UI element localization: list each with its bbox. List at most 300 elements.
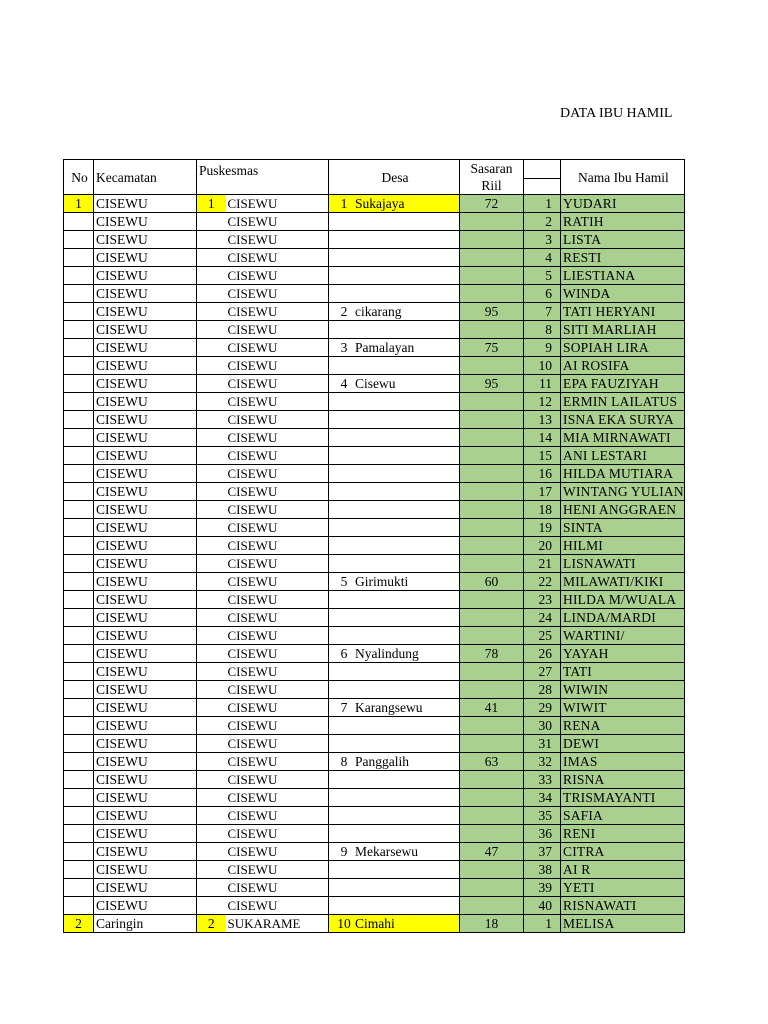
cell-nama-ibu-hamil: LISNAWATI: [561, 555, 685, 573]
cell-index: 11: [524, 375, 561, 393]
table-row: [64, 879, 685, 897]
cell-no: [64, 735, 94, 753]
cell-desa: [329, 447, 460, 465]
cell-puskesmas-number: [197, 357, 226, 375]
cell-puskesmas-number: [197, 393, 226, 411]
cell-index: 1: [524, 195, 561, 213]
cell-puskesmas-number: [197, 663, 226, 681]
cell-kecamatan: CISEWU: [94, 501, 197, 519]
cell-sasaran-riil: [460, 717, 524, 735]
cell-index: 39: [524, 879, 561, 897]
cell-puskesmas: CISEWU: [226, 681, 329, 699]
cell-nama-ibu-hamil: LINDA/MARDI: [561, 609, 685, 627]
header-blank: [524, 160, 561, 195]
cell-kecamatan: CISEWU: [94, 465, 197, 483]
cell-sasaran-riil: [460, 807, 524, 825]
cell-nama-ibu-hamil: CITRA: [561, 843, 685, 861]
cell-kecamatan: CISEWU: [94, 267, 197, 285]
cell-index: 18: [524, 501, 561, 519]
cell-desa: [329, 807, 460, 825]
desa-name: Mekarsewu: [355, 844, 418, 859]
cell-puskesmas: CISEWU: [226, 231, 329, 249]
cell-no: [64, 231, 94, 249]
cell-nama-ibu-hamil: HILDA M/WUALA: [561, 591, 685, 609]
cell-nama-ibu-hamil: LIESTIANA: [561, 267, 685, 285]
cell-desa: [329, 591, 460, 609]
cell-puskesmas: CISEWU: [226, 663, 329, 681]
cell-no: [64, 897, 94, 915]
cell-nama-ibu-hamil: HILMI: [561, 537, 685, 555]
cell-index: 38: [524, 861, 561, 879]
cell-index: 16: [524, 465, 561, 483]
desa-name: Girimukti: [355, 574, 409, 589]
cell-nama-ibu-hamil: ERMIN LAILATUS: [561, 393, 685, 411]
cell-no: [64, 213, 94, 231]
cell-index: 3: [524, 231, 561, 249]
cell-desa: [329, 285, 460, 303]
cell-index: 4: [524, 249, 561, 267]
table-row: [64, 555, 685, 573]
cell-puskesmas: CISEWU: [226, 861, 329, 879]
cell-puskesmas-number: [197, 681, 226, 699]
cell-nama-ibu-hamil: ANI LESTARI: [561, 447, 685, 465]
cell-no: [64, 807, 94, 825]
cell-desa: [329, 699, 460, 717]
cell-no: [64, 717, 94, 735]
table-row: [64, 699, 685, 717]
cell-index: 24: [524, 609, 561, 627]
cell-puskesmas: CISEWU: [226, 303, 329, 321]
desa-name: Cisewu: [355, 376, 396, 391]
desa-number: 5: [340, 574, 348, 589]
table-row: [64, 825, 685, 843]
cell-nama-ibu-hamil: TRISMAYANTI: [561, 789, 685, 807]
cell-nama-ibu-hamil: YUDARI: [561, 195, 685, 213]
table-row: [64, 213, 685, 231]
cell-puskesmas-number: [197, 537, 226, 555]
cell-puskesmas-number: [197, 573, 226, 591]
cell-no: [64, 645, 94, 663]
cell-kecamatan: CISEWU: [94, 537, 197, 555]
cell-no: [64, 339, 94, 357]
cell-puskesmas: CISEWU: [226, 789, 329, 807]
cell-desa: [329, 735, 460, 753]
cell-index: 25: [524, 627, 561, 645]
cell-sasaran-riil: 60: [460, 573, 524, 591]
cell-nama-ibu-hamil: ISNA EKA SURYA: [561, 411, 685, 429]
cell-nama-ibu-hamil: TATI HERYANI: [561, 303, 685, 321]
cell-index: 8: [524, 321, 561, 339]
cell-kecamatan: CISEWU: [94, 771, 197, 789]
cell-sasaran-riil: 18: [460, 915, 524, 933]
cell-desa: [329, 771, 460, 789]
table-row: [64, 501, 685, 519]
cell-index: 19: [524, 519, 561, 537]
cell-sasaran-riil: [460, 447, 524, 465]
table-row: [64, 375, 685, 393]
cell-index: 5: [524, 267, 561, 285]
cell-no: [64, 519, 94, 537]
cell-nama-ibu-hamil: TATI: [561, 663, 685, 681]
cell-nama-ibu-hamil: YETI: [561, 879, 685, 897]
cell-sasaran-riil: [460, 357, 524, 375]
cell-index: 12: [524, 393, 561, 411]
cell-no: [64, 357, 94, 375]
cell-index: 27: [524, 663, 561, 681]
table-row: [64, 771, 685, 789]
cell-sasaran-riil: [460, 267, 524, 285]
cell-index: 29: [524, 699, 561, 717]
cell-no: [64, 267, 94, 285]
cell-desa: [329, 645, 460, 663]
cell-desa: [329, 483, 460, 501]
cell-index: 20: [524, 537, 561, 555]
table-row: [64, 861, 685, 879]
cell-nama-ibu-hamil: WINTANG YULIAN: [561, 483, 685, 501]
cell-puskesmas-number: [197, 213, 226, 231]
cell-sasaran-riil: [460, 555, 524, 573]
desa-name: Nyalindung: [355, 646, 419, 661]
cell-nama-ibu-hamil: AI ROSIFA: [561, 357, 685, 375]
cell-sasaran-riil: [460, 321, 524, 339]
cell-desa: [329, 537, 460, 555]
cell-index: 22: [524, 573, 561, 591]
cell-nama-ibu-hamil: WIWIN: [561, 681, 685, 699]
cell-desa: [329, 843, 460, 861]
cell-kecamatan: CISEWU: [94, 429, 197, 447]
cell-no: [64, 555, 94, 573]
cell-puskesmas: CISEWU: [226, 249, 329, 267]
table-row: [64, 231, 685, 249]
cell-sasaran-riil: [460, 825, 524, 843]
cell-sasaran-riil: [460, 231, 524, 249]
cell-sasaran-riil: [460, 285, 524, 303]
cell-puskesmas: CISEWU: [226, 591, 329, 609]
table-row: [64, 411, 685, 429]
cell-desa: [329, 195, 460, 213]
cell-index: 15: [524, 447, 561, 465]
cell-no: 2: [64, 915, 94, 933]
cell-sasaran-riil: [460, 537, 524, 555]
cell-index: 2: [524, 213, 561, 231]
cell-no: [64, 609, 94, 627]
desa-name: Karangsewu: [355, 700, 423, 715]
cell-sasaran-riil: [460, 465, 524, 483]
cell-puskesmas-number: [197, 753, 226, 771]
cell-puskesmas: CISEWU: [226, 879, 329, 897]
table-row: [64, 393, 685, 411]
cell-nama-ibu-hamil: SOPIAH LIRA: [561, 339, 685, 357]
cell-desa: [329, 429, 460, 447]
cell-kecamatan: CISEWU: [94, 645, 197, 663]
cell-puskesmas-number: [197, 519, 226, 537]
cell-puskesmas: CISEWU: [226, 573, 329, 591]
cell-kecamatan: CISEWU: [94, 303, 197, 321]
cell-nama-ibu-hamil: YAYAH: [561, 645, 685, 663]
cell-puskesmas-number: [197, 411, 226, 429]
cell-puskesmas: CISEWU: [226, 807, 329, 825]
cell-no: [64, 663, 94, 681]
cell-puskesmas: CISEWU: [226, 195, 329, 213]
cell-desa: [329, 915, 460, 933]
cell-puskesmas-number: [197, 699, 226, 717]
cell-kecamatan: CISEWU: [94, 897, 197, 915]
cell-nama-ibu-hamil: RATIH: [561, 213, 685, 231]
cell-index: 17: [524, 483, 561, 501]
cell-nama-ibu-hamil: WARTINI/: [561, 627, 685, 645]
cell-kecamatan: CISEWU: [94, 285, 197, 303]
cell-desa: [329, 789, 460, 807]
cell-no: [64, 591, 94, 609]
cell-kecamatan: CISEWU: [94, 861, 197, 879]
cell-kecamatan: CISEWU: [94, 483, 197, 501]
cell-desa: [329, 627, 460, 645]
cell-puskesmas: CISEWU: [226, 501, 329, 519]
table-row: [64, 195, 685, 213]
cell-desa: [329, 519, 460, 537]
cell-nama-ibu-hamil: SINTA: [561, 519, 685, 537]
cell-nama-ibu-hamil: SITI MARLIAH: [561, 321, 685, 339]
cell-index: 14: [524, 429, 561, 447]
cell-nama-ibu-hamil: WINDA: [561, 285, 685, 303]
cell-desa: [329, 375, 460, 393]
cell-sasaran-riil: [460, 735, 524, 753]
cell-kecamatan: CISEWU: [94, 807, 197, 825]
cell-puskesmas-number: [197, 717, 226, 735]
cell-index: 23: [524, 591, 561, 609]
cell-index: 37: [524, 843, 561, 861]
cell-puskesmas-number: [197, 555, 226, 573]
table-row: [64, 483, 685, 501]
cell-puskesmas-number: [197, 465, 226, 483]
cell-puskesmas-number: [197, 735, 226, 753]
cell-nama-ibu-hamil: LISTA: [561, 231, 685, 249]
cell-puskesmas-number: [197, 285, 226, 303]
table-row: [64, 843, 685, 861]
cell-index: 34: [524, 789, 561, 807]
cell-kecamatan: CISEWU: [94, 591, 197, 609]
cell-puskesmas: CISEWU: [226, 429, 329, 447]
cell-sasaran-riil: [460, 789, 524, 807]
cell-nama-ibu-hamil: RESTI: [561, 249, 685, 267]
cell-index: 35: [524, 807, 561, 825]
cell-desa: [329, 753, 460, 771]
cell-index: 31: [524, 735, 561, 753]
desa-name: Panggalih: [355, 754, 409, 769]
cell-kecamatan: CISEWU: [94, 609, 197, 627]
cell-no: 1: [64, 195, 94, 213]
table-row: [64, 519, 685, 537]
desa-number: 4: [340, 376, 348, 391]
desa-number: 10: [337, 916, 351, 931]
cell-no: [64, 321, 94, 339]
cell-sasaran-riil: [460, 519, 524, 537]
cell-puskesmas-number: [197, 429, 226, 447]
desa-name: Sukajaya: [355, 196, 405, 211]
cell-sasaran-riil: 47: [460, 843, 524, 861]
cell-sasaran-riil: [460, 627, 524, 645]
cell-index: 40: [524, 897, 561, 915]
desa-number: 6: [340, 646, 348, 661]
cell-kecamatan: CISEWU: [94, 231, 197, 249]
cell-kecamatan: CISEWU: [94, 411, 197, 429]
cell-puskesmas-number: [197, 807, 226, 825]
desa-number: 9: [340, 844, 348, 859]
cell-kecamatan: CISEWU: [94, 393, 197, 411]
cell-desa: [329, 555, 460, 573]
table-row: [64, 303, 685, 321]
desa-name: Pamalayan: [355, 340, 415, 355]
cell-sasaran-riil: [460, 213, 524, 231]
header-nama-ibu-hamil: Nama Ibu Hamil: [561, 160, 685, 195]
cell-nama-ibu-hamil: RENA: [561, 717, 685, 735]
cell-puskesmas-number: [197, 321, 226, 339]
cell-desa: [329, 249, 460, 267]
cell-no: [64, 771, 94, 789]
cell-no: [64, 537, 94, 555]
cell-sasaran-riil: 72: [460, 195, 524, 213]
table-row: [64, 681, 685, 699]
cell-kecamatan: CISEWU: [94, 627, 197, 645]
desa-number: 2: [340, 304, 348, 319]
cell-kecamatan: CISEWU: [94, 213, 197, 231]
cell-kecamatan: CISEWU: [94, 195, 197, 213]
cell-sasaran-riil: [460, 249, 524, 267]
cell-puskesmas-number: [197, 627, 226, 645]
header-desa: Desa: [329, 160, 460, 195]
cell-desa: [329, 411, 460, 429]
cell-kecamatan: CISEWU: [94, 573, 197, 591]
cell-puskesmas: CISEWU: [226, 771, 329, 789]
cell-sasaran-riil: 41: [460, 699, 524, 717]
cell-kecamatan: CISEWU: [94, 249, 197, 267]
cell-kecamatan: CISEWU: [94, 699, 197, 717]
cell-puskesmas: CISEWU: [226, 267, 329, 285]
cell-sasaran-riil: 75: [460, 339, 524, 357]
cell-kecamatan: CISEWU: [94, 357, 197, 375]
header-puskesmas: Puskesmas: [197, 160, 329, 195]
cell-sasaran-riil: [460, 501, 524, 519]
cell-no: [64, 393, 94, 411]
cell-nama-ibu-hamil: RENI: [561, 825, 685, 843]
cell-puskesmas: CISEWU: [226, 411, 329, 429]
cell-sasaran-riil: [460, 897, 524, 915]
cell-sasaran-riil: [460, 771, 524, 789]
cell-nama-ibu-hamil: IMAS: [561, 753, 685, 771]
cell-no: [64, 627, 94, 645]
cell-sasaran-riil: [460, 861, 524, 879]
cell-puskesmas: CISEWU: [226, 699, 329, 717]
cell-puskesmas-number: [197, 843, 226, 861]
cell-no: [64, 411, 94, 429]
cell-kecamatan: CISEWU: [94, 879, 197, 897]
cell-desa: [329, 321, 460, 339]
table-row: [64, 735, 685, 753]
cell-desa: [329, 231, 460, 249]
cell-desa: [329, 717, 460, 735]
cell-no: [64, 375, 94, 393]
cell-no: [64, 465, 94, 483]
table-row: [64, 591, 685, 609]
cell-no: [64, 861, 94, 879]
cell-no: [64, 843, 94, 861]
table-row: [64, 447, 685, 465]
cell-sasaran-riil: [460, 591, 524, 609]
cell-kecamatan: CISEWU: [94, 789, 197, 807]
cell-no: [64, 573, 94, 591]
cell-puskesmas: CISEWU: [226, 339, 329, 357]
cell-puskesmas-number: [197, 645, 226, 663]
cell-desa: [329, 339, 460, 357]
cell-index: 32: [524, 753, 561, 771]
cell-puskesmas-number: [197, 501, 226, 519]
cell-desa: [329, 465, 460, 483]
table-row: [64, 267, 685, 285]
cell-puskesmas-number: [197, 825, 226, 843]
cell-puskesmas: CISEWU: [226, 735, 329, 753]
cell-kecamatan: CISEWU: [94, 717, 197, 735]
cell-index: 10: [524, 357, 561, 375]
table-row: [64, 627, 685, 645]
cell-no: [64, 483, 94, 501]
ibu-hamil-table: [63, 159, 685, 933]
cell-desa: [329, 213, 460, 231]
table-row: [64, 753, 685, 771]
table-row: [64, 249, 685, 267]
cell-desa: [329, 357, 460, 375]
table-row: [64, 429, 685, 447]
cell-sasaran-riil: [460, 663, 524, 681]
header-kecamatan: Kecamatan: [94, 160, 197, 195]
cell-sasaran-riil: [460, 609, 524, 627]
desa-name: cikarang: [355, 304, 402, 319]
cell-desa: [329, 393, 460, 411]
cell-kecamatan: CISEWU: [94, 339, 197, 357]
cell-puskesmas: CISEWU: [226, 843, 329, 861]
desa-number: 3: [340, 340, 348, 355]
cell-puskesmas: CISEWU: [226, 897, 329, 915]
cell-sasaran-riil: [460, 879, 524, 897]
cell-sasaran-riil: [460, 681, 524, 699]
table-row: [64, 915, 685, 933]
cell-puskesmas: CISEWU: [226, 717, 329, 735]
table-row: [64, 807, 685, 825]
cell-kecamatan: CISEWU: [94, 519, 197, 537]
cell-puskesmas-number: [197, 789, 226, 807]
cell-sasaran-riil: 78: [460, 645, 524, 663]
cell-kecamatan: CISEWU: [94, 375, 197, 393]
cell-puskesmas-number: [197, 861, 226, 879]
cell-kecamatan: CISEWU: [94, 555, 197, 573]
cell-desa: [329, 267, 460, 285]
cell-desa: [329, 861, 460, 879]
cell-desa: [329, 663, 460, 681]
cell-puskesmas: CISEWU: [226, 213, 329, 231]
cell-no: [64, 825, 94, 843]
table-row: [64, 645, 685, 663]
cell-kecamatan: Caringin: [94, 915, 197, 933]
cell-nama-ibu-hamil: HENI ANGGRAEN: [561, 501, 685, 519]
cell-puskesmas: CISEWU: [226, 375, 329, 393]
cell-nama-ibu-hamil: RISNAWATI: [561, 897, 685, 915]
table-row: [64, 465, 685, 483]
cell-puskesmas: CISEWU: [226, 609, 329, 627]
cell-sasaran-riil: 63: [460, 753, 524, 771]
header-sasaran-riil: Sasaran Riil: [460, 160, 524, 195]
cell-puskesmas-number: [197, 879, 226, 897]
cell-puskesmas: CISEWU: [226, 645, 329, 663]
cell-puskesmas-number: [197, 303, 226, 321]
